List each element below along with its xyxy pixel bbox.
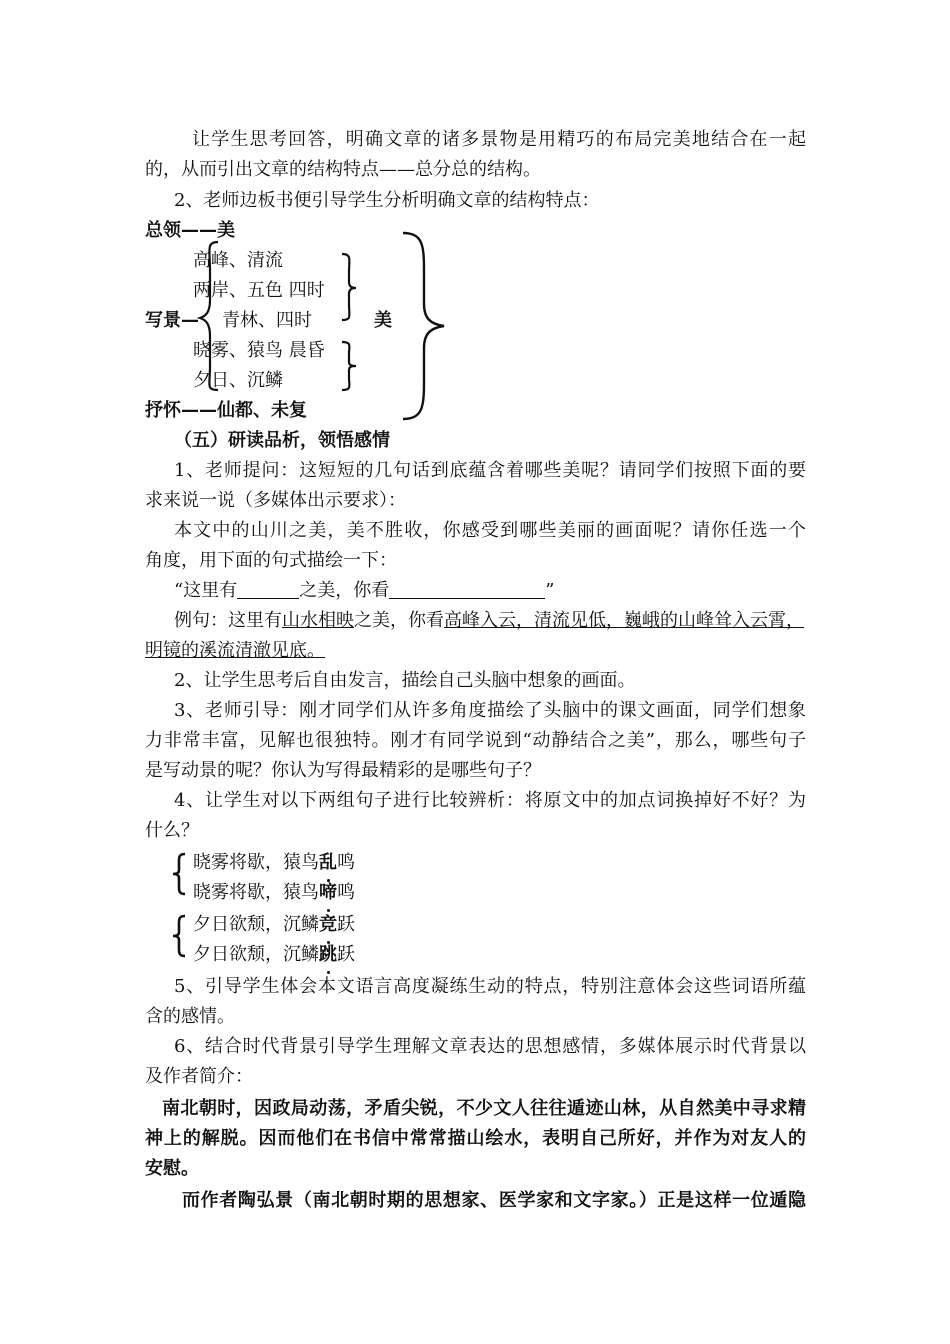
blank-line	[389, 580, 545, 599]
paragraph-line: 力非常丰富，见解也很独特。刚才有同学说到“动静结合之美”，那么，哪些句子	[145, 730, 806, 751]
diagram-mei: 美	[374, 310, 392, 331]
paragraph-line: 本文中的山川之美，美不胜收，你感受到哪些美丽的画面呢？请你任选一个	[174, 520, 806, 541]
paragraph-line: 1、老师提问：这短短的几句话到底蕴含着哪些美呢？请同学们按照下面的要	[174, 460, 806, 481]
paragraph-line: 是写动景的呢？你认为写得最精彩的是哪些句子？	[145, 760, 541, 781]
diagram-zongling: 总领——美	[145, 220, 235, 241]
diagram-row: 夕日、沉鳞	[193, 370, 283, 391]
paragraph-line: 及作者简介：	[145, 1066, 253, 1087]
background-text: 而作者陶弘景（南北朝时期的思想家、医学家和文字家。）正是这样一位遁隐	[182, 1190, 806, 1211]
right-brace	[340, 252, 360, 322]
example-sentence-cont: 明镜的溪流清澈见底。	[145, 640, 325, 661]
compare-sentence: 夕日欲颓，沉鳞跳跃	[193, 942, 355, 968]
compare-sentence: 晓雾将歇，猿鸟啼鸣	[193, 880, 355, 906]
background-text: 南北朝时，因政局动荡，矛盾尖锐，不少文人往往遁迹山林，从自然美中寻求精	[162, 1098, 806, 1119]
background-text: 神上的解脱。因而他们在书信中常常描山绘水，表明自己所好，并作为对友人的	[145, 1128, 806, 1149]
right-brace	[340, 340, 360, 392]
diagram-shuhuai: 抒怀——仙都、未复	[145, 400, 307, 421]
large-right-brace	[400, 230, 450, 422]
diagram-row: 高峰、清流	[193, 250, 283, 271]
section-heading: （五）研读品析，领悟感情	[174, 430, 390, 451]
example-sentence: 例句：这里有山水相映之美，你看高峰入云，清流见低，巍峨的山峰耸入云霄，	[174, 610, 804, 631]
paragraph-line: 让学生思考回答，明确文章的诸多景物是用精巧的布局完美地结合在一起	[192, 129, 806, 150]
left-brace	[170, 914, 188, 958]
sentence-pattern: “这里有 之美，你看 ”	[174, 580, 555, 601]
paragraph-line: 6、结合时代背景引导学生理解文章表达的思想感情，多媒体展示时代背景以	[174, 1036, 806, 1057]
left-brace	[170, 852, 188, 896]
paragraph-line: 4、让学生对以下两组句子进行比较辨析：将原文中的加点词换掉好不好？为	[174, 790, 806, 811]
diagram-xiejing: 写景—	[145, 310, 199, 331]
diagram-row: 两岸、五色 四时	[193, 280, 325, 301]
paragraph-line: 2、让学生思考后自由发言，描绘自己头脑中想象的画面。	[174, 670, 636, 691]
blank-line	[237, 580, 299, 599]
paragraph-line: 含的感情。	[145, 1006, 235, 1027]
diagram-row: 青林、四时	[222, 310, 312, 331]
paragraph-line: 角度，用下面的句式描绘一下：	[145, 550, 397, 571]
paragraph-line: 什么？	[145, 820, 199, 841]
diagram-row: 晓雾、猿鸟 晨昏	[193, 340, 325, 361]
paragraph-line: 求来说一说（多媒体出示要求）：	[145, 490, 406, 511]
compare-sentence: 夕日欲颓，沉鳞竞跃	[193, 912, 355, 938]
left-brace	[198, 240, 222, 392]
paragraph-line: 2、老师边板书便引导学生分析明确文章的结构特点：	[174, 190, 600, 211]
paragraph-line: 5、引导学生体会本文语言高度凝练生动的特点，特别注意体会这些词语所蕴	[174, 976, 806, 997]
compare-sentence: 晓雾将歇，猿鸟乱鸣	[193, 850, 355, 876]
paragraph-line: 的，从而引出文章的结构特点——总分总的结构。	[145, 159, 541, 180]
paragraph-line: 3、老师引导：刚才同学们从许多角度描绘了头脑中的课文画面，同学们想象	[174, 700, 806, 721]
background-text: 安慰。	[145, 1158, 199, 1179]
